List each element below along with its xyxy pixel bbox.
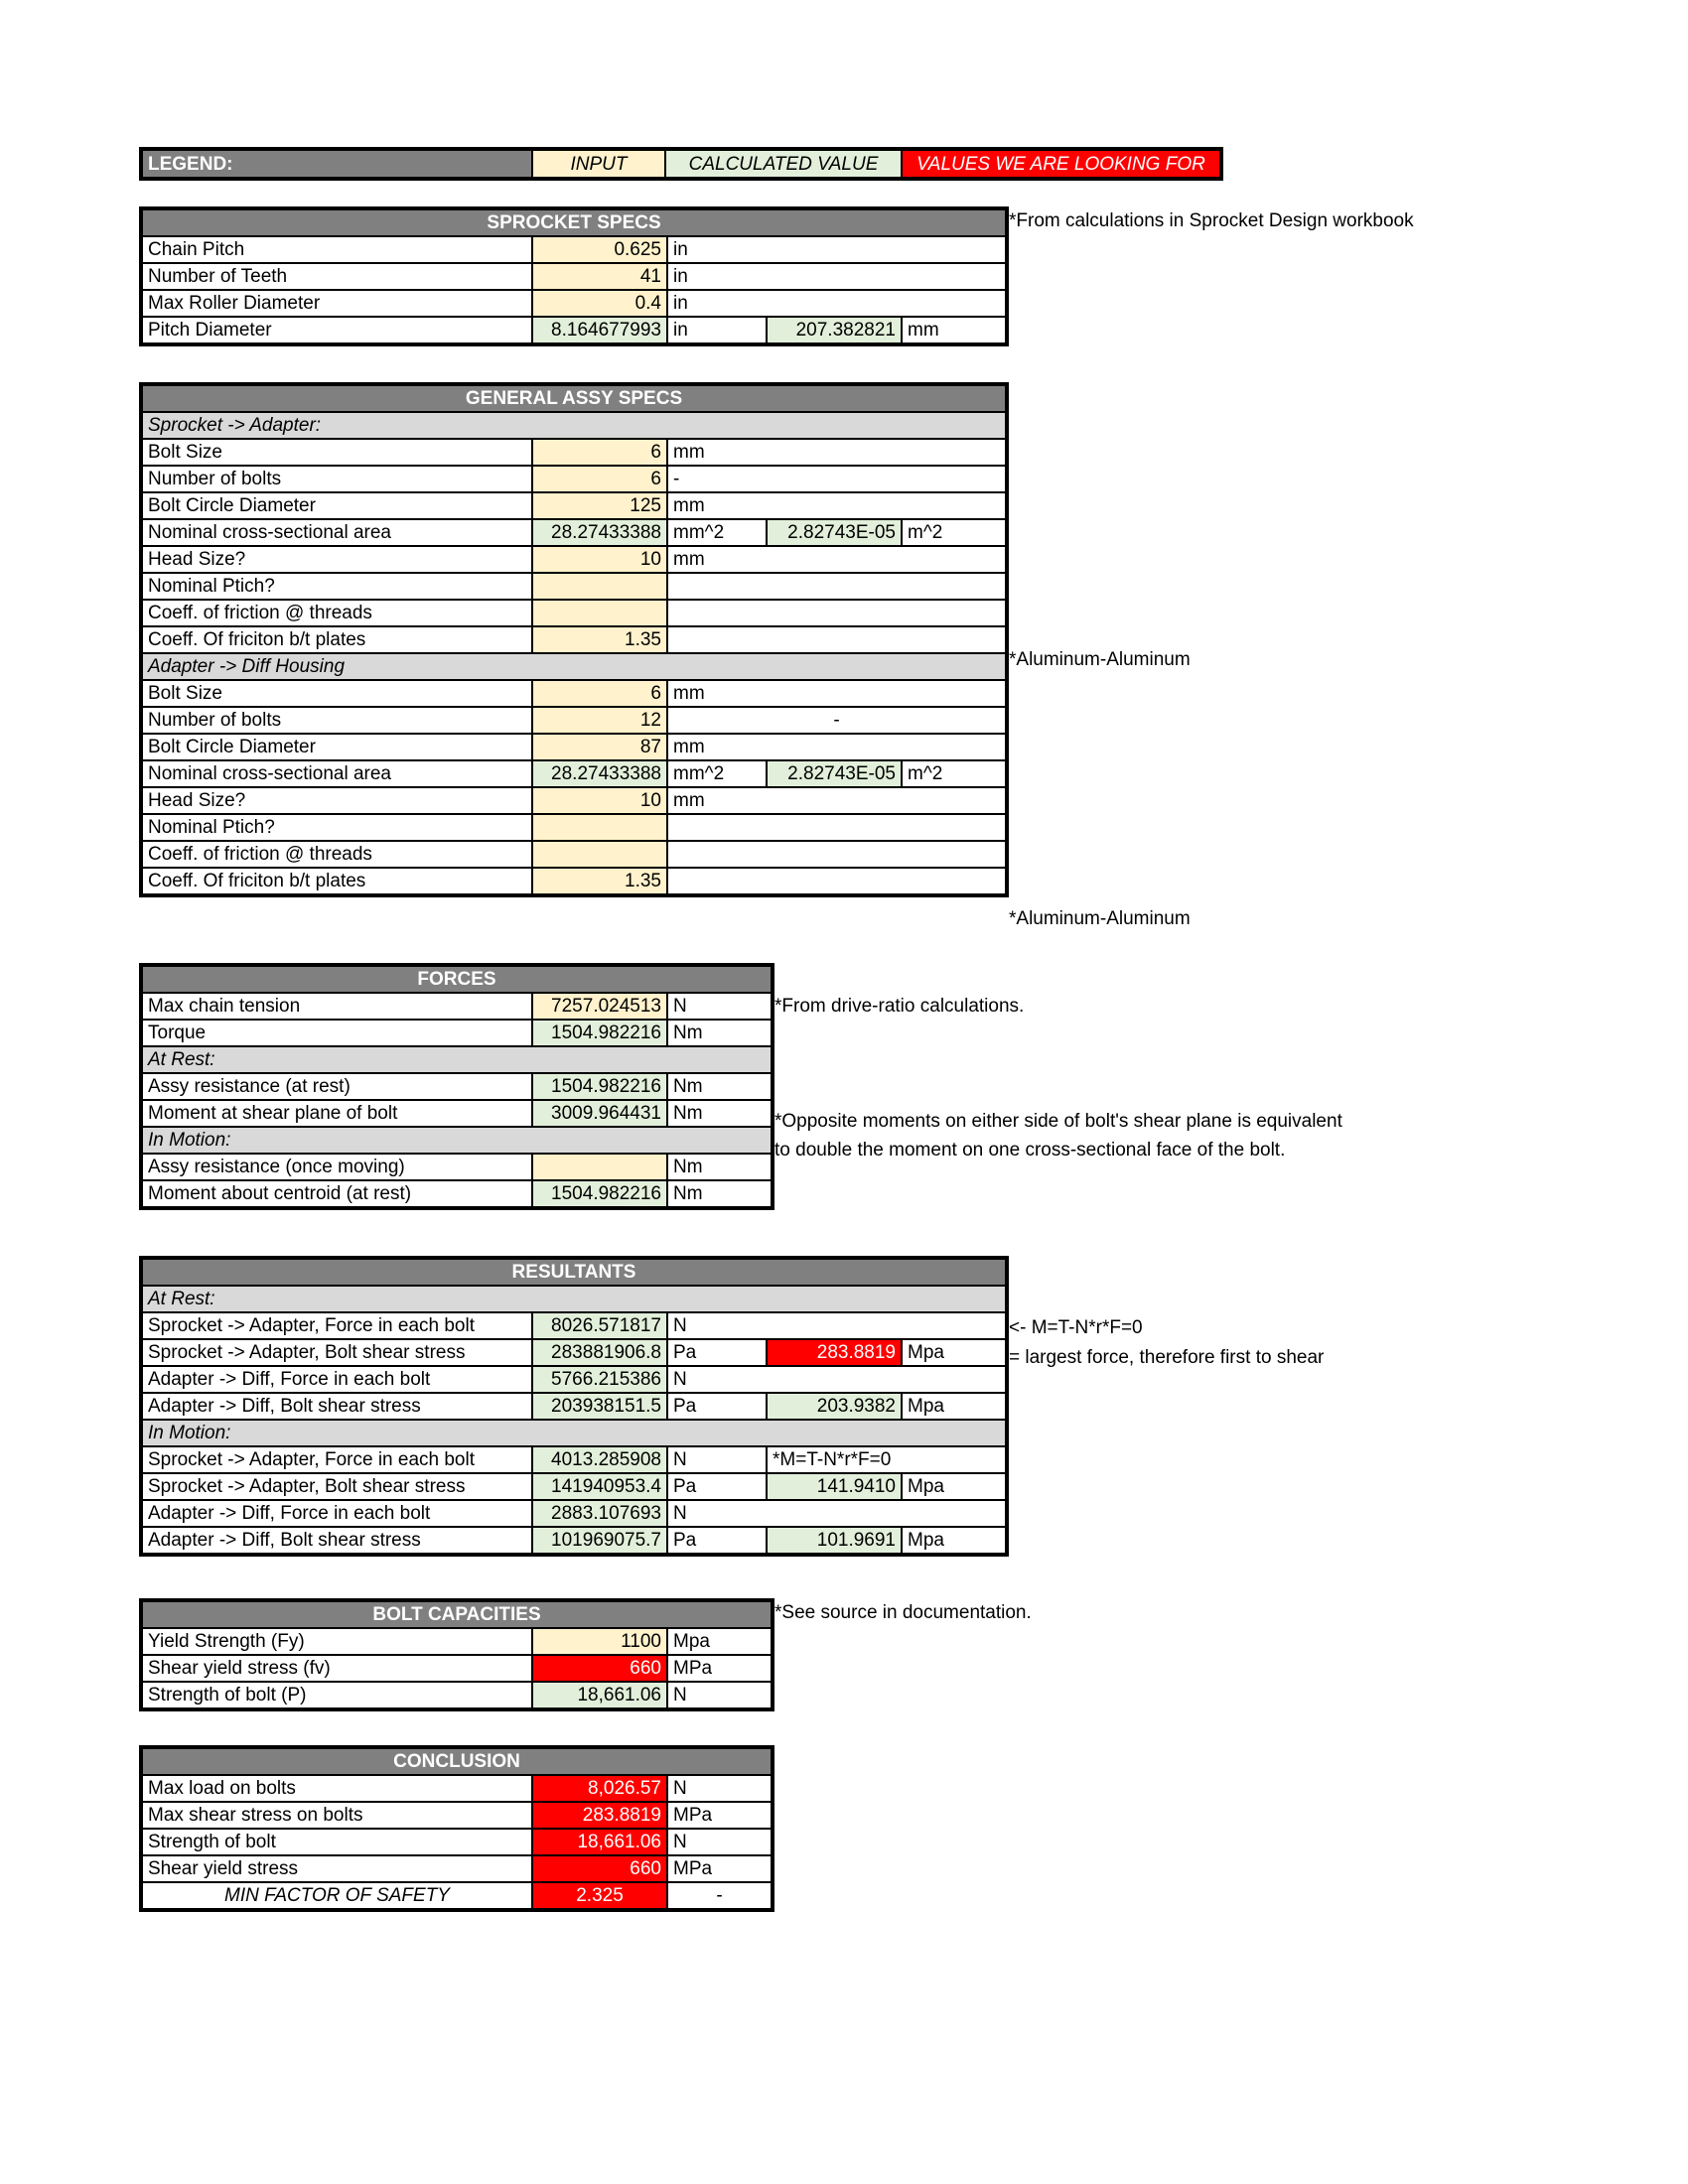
input-cell[interactable]: 1.35 bbox=[532, 868, 667, 895]
unit-cell: mm^2 bbox=[667, 760, 767, 787]
unit-cell: Pa bbox=[667, 1339, 767, 1366]
calc-cell: 1504.982216 bbox=[532, 1073, 667, 1100]
unit-cell: Mpa bbox=[667, 1628, 773, 1655]
row-label: Max Roller Diameter bbox=[141, 290, 532, 317]
unit-cell: m^2 bbox=[902, 760, 1007, 787]
input-cell[interactable] bbox=[532, 841, 667, 868]
unit-cell bbox=[667, 868, 1007, 895]
row-label: Sprocket -> Adapter, Bolt shear stress bbox=[141, 1339, 532, 1366]
unit-cell: Mpa bbox=[902, 1527, 1007, 1555]
table-row bbox=[141, 290, 1007, 317]
table-row bbox=[141, 993, 773, 1020]
unit-cell: Nm bbox=[667, 1073, 773, 1100]
conclusion-title: CONCLUSION bbox=[141, 1747, 773, 1775]
moment-note-line1: *Opposite moments on either side of bolt's shear plane is equivalent bbox=[774, 1111, 1342, 1132]
equation-note: <- M=T-N*r*F=0 bbox=[1009, 1317, 1143, 1338]
row-label: Head Size? bbox=[141, 787, 532, 814]
calc-cell: 203.9382 bbox=[767, 1393, 902, 1420]
row-label: Number of Teeth bbox=[141, 263, 532, 290]
row-label: Max chain tension bbox=[141, 993, 532, 1020]
table-row bbox=[141, 1180, 773, 1208]
row-label: Bolt Circle Diameter bbox=[141, 734, 532, 760]
row-label: Adapter -> Diff, Bolt shear stress bbox=[141, 1393, 532, 1420]
legend-input: INPUT bbox=[532, 149, 665, 179]
unit-cell bbox=[667, 841, 1007, 868]
table-row bbox=[141, 546, 1007, 573]
unit-cell: N bbox=[667, 1446, 767, 1473]
input-cell[interactable]: 41 bbox=[532, 263, 667, 290]
table-row bbox=[141, 439, 1007, 466]
target-cell: 283.8819 bbox=[767, 1339, 902, 1366]
input-cell[interactable]: 12 bbox=[532, 707, 667, 734]
row-label: Coeff. Of friciton b/t plates bbox=[141, 626, 532, 653]
row-label: Bolt Size bbox=[141, 680, 532, 707]
unit-cell: Pa bbox=[667, 1473, 767, 1500]
bolt-capacities-title: BOLT CAPACITIES bbox=[141, 1600, 773, 1628]
unit-cell: mm^2 bbox=[667, 519, 767, 546]
row-label: Number of bolts bbox=[141, 707, 532, 734]
row-label: Nominal cross-sectional area bbox=[141, 760, 532, 787]
unit-cell: Nm bbox=[667, 1100, 773, 1127]
legend-looking: VALUES WE ARE LOOKING FOR bbox=[902, 149, 1221, 179]
table-row bbox=[141, 1882, 773, 1910]
unit-cell: Pa bbox=[667, 1393, 767, 1420]
unit-cell: Nm bbox=[667, 1020, 773, 1046]
general-assy-table bbox=[139, 382, 1009, 897]
section-in-motion: In Motion: bbox=[141, 1127, 773, 1154]
row-label: Adapter -> Diff, Force in each bolt bbox=[141, 1366, 532, 1393]
input-cell[interactable]: 7257.024513 bbox=[532, 993, 667, 1020]
calc-cell: 28.27433388 bbox=[532, 760, 667, 787]
table-row bbox=[141, 573, 1007, 600]
table-row bbox=[141, 1312, 1007, 1339]
row-label: Nominal Ptich? bbox=[141, 573, 532, 600]
table-row bbox=[141, 1855, 773, 1882]
input-cell[interactable]: 1100 bbox=[532, 1628, 667, 1655]
row-label: Number of bolts bbox=[141, 466, 532, 492]
section-sprocket-adapter: Sprocket -> Adapter: bbox=[141, 412, 1007, 439]
table-row bbox=[141, 519, 1007, 546]
unit-cell bbox=[667, 626, 1007, 653]
table-row bbox=[141, 236, 1007, 263]
section-at-rest: At Rest: bbox=[141, 1046, 773, 1073]
input-cell[interactable]: 6 bbox=[532, 680, 667, 707]
legend-calculated: CALCULATED VALUE bbox=[665, 149, 902, 179]
row-label: Bolt Circle Diameter bbox=[141, 492, 532, 519]
unit-cell: in bbox=[667, 290, 1007, 317]
table-row bbox=[141, 626, 1007, 653]
row-label: Sprocket -> Adapter, Force in each bolt bbox=[141, 1446, 532, 1473]
row-label: Strength of bolt bbox=[141, 1829, 532, 1855]
unit-cell: Nm bbox=[667, 1154, 773, 1180]
table-row bbox=[141, 492, 1007, 519]
input-cell[interactable]: 6 bbox=[532, 439, 667, 466]
unit-cell: in bbox=[667, 263, 1007, 290]
table-row bbox=[141, 1802, 773, 1829]
unit-cell: - bbox=[667, 707, 1007, 734]
calc-cell: 2.82743E-05 bbox=[767, 760, 902, 787]
unit-cell: MPa bbox=[667, 1802, 773, 1829]
unit-cell: mm bbox=[667, 439, 1007, 466]
calc-cell: 141940953.4 bbox=[532, 1473, 667, 1500]
section-at-rest: At Rest: bbox=[141, 1286, 1007, 1312]
unit-cell: in bbox=[667, 236, 1007, 263]
target-cell: 660 bbox=[532, 1655, 667, 1682]
table-row bbox=[141, 1655, 773, 1682]
input-cell[interactable]: 1.35 bbox=[532, 626, 667, 653]
row-label: Coeff. Of friciton b/t plates bbox=[141, 868, 532, 895]
table-row bbox=[141, 317, 1007, 344]
row-label: Head Size? bbox=[141, 546, 532, 573]
row-label: Coeff. of friction @ threads bbox=[141, 841, 532, 868]
legend-label: LEGEND: bbox=[141, 149, 532, 179]
unit-cell: MPa bbox=[667, 1855, 773, 1882]
unit-cell: N bbox=[667, 1500, 1007, 1527]
unit-cell: - bbox=[667, 466, 1007, 492]
input-cell[interactable]: 125 bbox=[532, 492, 667, 519]
resultants-table bbox=[139, 1256, 1009, 1557]
unit-cell: mm bbox=[667, 734, 1007, 760]
table-row bbox=[141, 707, 1007, 734]
general-assy-title: GENERAL ASSY SPECS bbox=[141, 384, 1007, 412]
legend-bar bbox=[139, 147, 1223, 181]
unit-cell: N bbox=[667, 993, 773, 1020]
table-row bbox=[141, 1682, 773, 1709]
calc-cell: 1504.982216 bbox=[532, 1180, 667, 1208]
calc-cell: 141.9410 bbox=[767, 1473, 902, 1500]
unit-cell: - bbox=[667, 1882, 773, 1910]
row-label: Bolt Size bbox=[141, 439, 532, 466]
unit-cell: mm bbox=[667, 492, 1007, 519]
sprocket-specs-title: SPROCKET SPECS bbox=[141, 208, 1007, 236]
table-row bbox=[141, 1154, 773, 1180]
equation-cell: *M=T-N*r*F=0 bbox=[767, 1446, 1007, 1473]
unit-cell: N bbox=[667, 1829, 773, 1855]
row-label: Moment at shear plane of bolt bbox=[141, 1100, 532, 1127]
calc-cell: 101969075.7 bbox=[532, 1527, 667, 1555]
table-row bbox=[141, 1500, 1007, 1527]
table-row bbox=[141, 1446, 1007, 1473]
table-row bbox=[141, 1020, 773, 1046]
unit-cell: N bbox=[667, 1366, 1007, 1393]
input-cell[interactable]: 10 bbox=[532, 546, 667, 573]
calc-cell: 101.9691 bbox=[767, 1527, 902, 1555]
row-label: Nominal cross-sectional area bbox=[141, 519, 532, 546]
row-label: Coeff. of friction @ threads bbox=[141, 600, 532, 626]
input-cell[interactable] bbox=[532, 814, 667, 841]
resultants-title: RESULTANTS bbox=[141, 1258, 1007, 1286]
unit-cell bbox=[667, 814, 1007, 841]
table-row bbox=[141, 787, 1007, 814]
row-label: Assy resistance (at rest) bbox=[141, 1073, 532, 1100]
table-row bbox=[141, 263, 1007, 290]
row-label: Sprocket -> Adapter, Force in each bolt bbox=[141, 1312, 532, 1339]
calc-cell: 4013.285908 bbox=[532, 1446, 667, 1473]
input-cell[interactable]: 6 bbox=[532, 466, 667, 492]
row-label: Pitch Diameter bbox=[141, 317, 532, 344]
tension-note: *From drive-ratio calculations. bbox=[774, 996, 1025, 1017]
unit-cell: N bbox=[667, 1312, 1007, 1339]
unit-cell bbox=[667, 573, 1007, 600]
table-row bbox=[141, 600, 1007, 626]
table-row bbox=[141, 680, 1007, 707]
calc-cell: 8.164677993 bbox=[532, 317, 667, 344]
input-cell[interactable]: 87 bbox=[532, 734, 667, 760]
input-cell[interactable] bbox=[532, 1154, 667, 1180]
calc-cell: 1504.982216 bbox=[532, 1020, 667, 1046]
unit-cell: m^2 bbox=[902, 519, 1007, 546]
sprocket-specs-table bbox=[139, 206, 1009, 346]
calc-cell: 28.27433388 bbox=[532, 519, 667, 546]
table-row bbox=[141, 734, 1007, 760]
sprocket-note: *From calculations in Sprocket Design workbook bbox=[1009, 210, 1414, 231]
input-cell[interactable] bbox=[532, 600, 667, 626]
table-row bbox=[141, 1073, 773, 1100]
input-cell[interactable]: 10 bbox=[532, 787, 667, 814]
row-label: Strength of bolt (P) bbox=[141, 1682, 532, 1709]
row-label: Adapter -> Diff, Force in each bolt bbox=[141, 1500, 532, 1527]
target-cell: 18,661.06 bbox=[532, 1829, 667, 1855]
target-cell: 283.8819 bbox=[532, 1802, 667, 1829]
largest-force-note: = largest force, therefore first to shear bbox=[1009, 1347, 1325, 1368]
table-row bbox=[141, 1775, 773, 1802]
table-row bbox=[141, 1628, 773, 1655]
forces-title: FORCES bbox=[141, 965, 773, 993]
conclusion-table bbox=[139, 1745, 774, 1912]
factor-of-safety-value: 2.325 bbox=[532, 1882, 667, 1910]
calc-cell: 207.382821 bbox=[767, 317, 902, 344]
calc-cell: 203938151.5 bbox=[532, 1393, 667, 1420]
input-cell[interactable]: 0.625 bbox=[532, 236, 667, 263]
row-label: Yield Strength (Fy) bbox=[141, 1628, 532, 1655]
calc-cell: 2.82743E-05 bbox=[767, 519, 902, 546]
table-row bbox=[141, 868, 1007, 895]
table-row bbox=[141, 1339, 1007, 1366]
unit-cell: Pa bbox=[667, 1527, 767, 1555]
table-row bbox=[141, 1100, 773, 1127]
table-row bbox=[141, 1473, 1007, 1500]
friction-note-2: *Aluminum-Aluminum bbox=[1009, 908, 1191, 929]
row-label: Max load on bolts bbox=[141, 1775, 532, 1802]
unit-cell: mm bbox=[667, 787, 1007, 814]
calc-cell: 283881906.8 bbox=[532, 1339, 667, 1366]
row-label: Adapter -> Diff, Bolt shear stress bbox=[141, 1527, 532, 1555]
table-row bbox=[141, 760, 1007, 787]
calc-cell: 2883.107693 bbox=[532, 1500, 667, 1527]
table-row bbox=[141, 1393, 1007, 1420]
capacities-note: *See source in documentation. bbox=[774, 1602, 1032, 1623]
target-cell: 660 bbox=[532, 1855, 667, 1882]
unit-cell: N bbox=[667, 1775, 773, 1802]
calc-cell: 8026.571817 bbox=[532, 1312, 667, 1339]
table-row bbox=[141, 1829, 773, 1855]
row-label: Assy resistance (once moving) bbox=[141, 1154, 532, 1180]
friction-note-1: *Aluminum-Aluminum bbox=[1009, 649, 1191, 670]
table-row bbox=[141, 1527, 1007, 1555]
unit-cell: mm bbox=[667, 546, 1007, 573]
table-row bbox=[141, 814, 1007, 841]
unit-cell: Nm bbox=[667, 1180, 773, 1208]
calc-cell: 5766.215386 bbox=[532, 1366, 667, 1393]
row-label: Shear yield stress (fv) bbox=[141, 1655, 532, 1682]
input-cell[interactable] bbox=[532, 573, 667, 600]
unit-cell: Mpa bbox=[902, 1473, 1007, 1500]
forces-table bbox=[139, 963, 774, 1210]
moment-note-line2: to double the moment on one cross-sectional face of the bolt. bbox=[774, 1140, 1286, 1160]
bolt-capacities-table bbox=[139, 1598, 774, 1711]
section-in-motion: In Motion: bbox=[141, 1420, 1007, 1446]
target-cell: 8,026.57 bbox=[532, 1775, 667, 1802]
calc-cell: 18,661.06 bbox=[532, 1682, 667, 1709]
unit-cell: Mpa bbox=[902, 1339, 1007, 1366]
unit-cell: Mpa bbox=[902, 1393, 1007, 1420]
row-label: Moment about centroid (at rest) bbox=[141, 1180, 532, 1208]
table-row bbox=[141, 466, 1007, 492]
row-label: Nominal Ptich? bbox=[141, 814, 532, 841]
row-label: Chain Pitch bbox=[141, 236, 532, 263]
row-label: Max shear stress on bolts bbox=[141, 1802, 532, 1829]
table-row bbox=[141, 841, 1007, 868]
unit-cell: MPa bbox=[667, 1655, 773, 1682]
section-adapter-diff: Adapter -> Diff Housing bbox=[141, 653, 1007, 680]
input-cell[interactable]: 0.4 bbox=[532, 290, 667, 317]
row-label: Torque bbox=[141, 1020, 532, 1046]
unit-cell: N bbox=[667, 1682, 773, 1709]
unit-cell: in bbox=[667, 317, 767, 344]
unit-cell: mm bbox=[667, 680, 1007, 707]
row-label: Sprocket -> Adapter, Bolt shear stress bbox=[141, 1473, 532, 1500]
table-row bbox=[141, 1366, 1007, 1393]
calc-cell: 3009.964431 bbox=[532, 1100, 667, 1127]
factor-of-safety-label: MIN FACTOR OF SAFETY bbox=[141, 1882, 532, 1910]
unit-cell bbox=[667, 600, 1007, 626]
unit-cell: mm bbox=[902, 317, 1007, 344]
row-label: Shear yield stress bbox=[141, 1855, 532, 1882]
